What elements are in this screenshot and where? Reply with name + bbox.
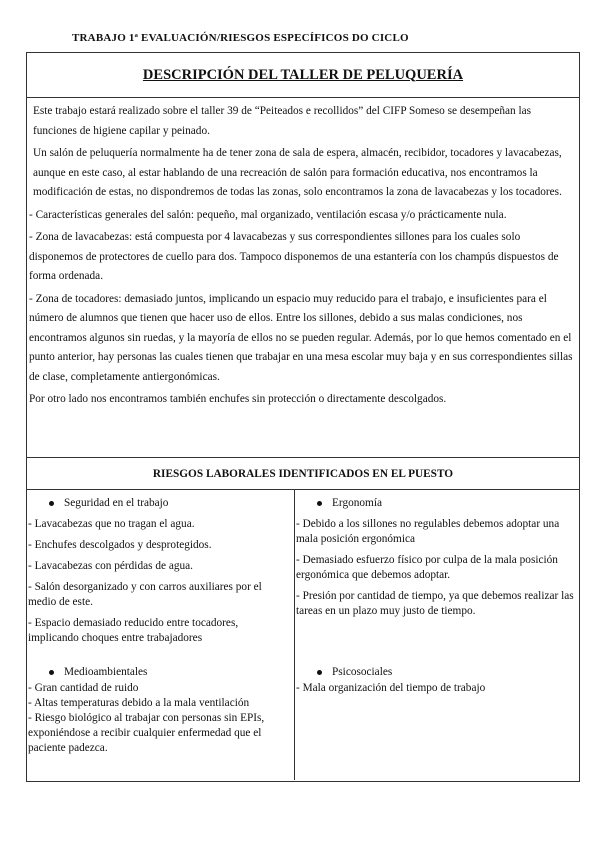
description-paragraph: - Zona de tocadores: demasiado juntos, implicando un espacio muy reducido para el trabajo, e insuficientes para el número de alumnos que tienen que hacer uso de ellos. Entre los sillones, debido a sus malas condiciones, nos encontramos algunos sin ruedas, y la mayoría de ellos no se pueden regular. Además, por lo que hemos comentado en el punto anterior, hay personas las cuales tienen que trabajar en una mesa escolar muy baja y en sus correspondientes sillas de clase, completamente antiergonómicas. [29,292,573,383]
document-title: DESCRIPCIÓN DEL TALLER DE PELUQUERÍA [142,66,464,83]
category-seguridad [27,496,294,652]
risks-heading-row [27,458,579,490]
category-title: Psicosociales [332,666,393,678]
description-paragraph: - Zona de lavacabezas: está compuesta por 4 lavacabezas y sus correspondientes sillones para los cuales solo disponemos de protectores de cuello para dos. Tampoco disponemos de una estantería con los champús dispuestos de forma ordenada. [29,231,559,282]
bullet-icon [49,501,54,506]
risk-column-left [27,490,295,780]
risk-item: - Mala organización del tiempo de trabajo [296,682,486,694]
category-ergonomia [295,496,579,625]
bullet-icon [317,501,322,506]
description-section [27,98,579,458]
risk-item: - Presión por cantidad de tiempo, ya que debemos realizar las tareas en un plazo muy justo de tiempo. [296,590,574,617]
bullet-icon [317,670,322,675]
risk-item: - Lavacabezas con pérdidas de agua. [28,560,193,572]
bullet-icon [49,670,54,675]
category-title: Seguridad en el trabajo [64,497,169,509]
risk-item: - Lavacabezas que no tragan el agua. [28,518,195,530]
risk-item: - Debido a los sillones no regulables debemos adoptar una mala posición ergonómica [296,518,560,545]
risks-heading: RIESGOS LABORALES IDENTIFICADOS EN EL PUESTO [152,467,454,480]
description-paragraph: - Características generales del salón: pequeño, mal organizado, ventilación escasa y/o prácticamente nula. [29,208,507,221]
risk-item: - Espacio demasiado reducido entre tocadores, implicando choques entre trabajadores [28,617,239,644]
document-table [26,52,580,782]
category-psicosociales [295,665,579,696]
description-paragraph: Este trabajo estará realizado sobre el taller 39 de “Peiteados e recollidos” del CIFP Someso se desempeñan las funciones de higiene capilar y peinado. [33,105,532,137]
risk-column-right [295,490,579,780]
category-title: Ergonomía [332,497,382,509]
risk-item: - Gran cantidad de ruido [28,682,139,694]
risk-item: - Demasiado esfuerzo físico por culpa de la mala posición ergonómica que debemos adoptar. [296,554,558,581]
category-title: Medioambientales [64,666,148,678]
risk-item: - Riesgo biológico al trabajar con personas sin EPIs, exponiéndose a recibir cualquier enfermedad que el paciente padezca. [28,712,265,754]
risk-item: - Salón desorganizado y con carros auxiliares por el medio de este. [28,581,262,608]
risk-item: - Altas temperaturas debido a la mala ventilación [28,697,250,709]
page-header: TRABAJO 1ª EVALUACIÓN/RIESGOS ESPECÍFICOS DO CICLO [72,32,409,44]
title-row [27,53,579,98]
description-paragraph: Un salón de peluquería normalmente ha de tener zona de sala de espera, almacén, recibidor, tocadores y lavacabezas, aunque en este caso, al estar hablando de una recreación de salón para formación educativa, nos encontramos la modificación de estas, no dispondremos de todas las zonas, solo encontramos la zona de lavacabezas y los tocadores. [33,147,562,198]
risk-item: - Enchufes descolgados y desprotegidos. [28,539,212,551]
risk-grid [27,490,579,780]
category-medioambientales [27,665,294,756]
description-paragraph: Por otro lado nos encontramos también enchufes sin protección o directamente descolgados. [29,393,447,405]
